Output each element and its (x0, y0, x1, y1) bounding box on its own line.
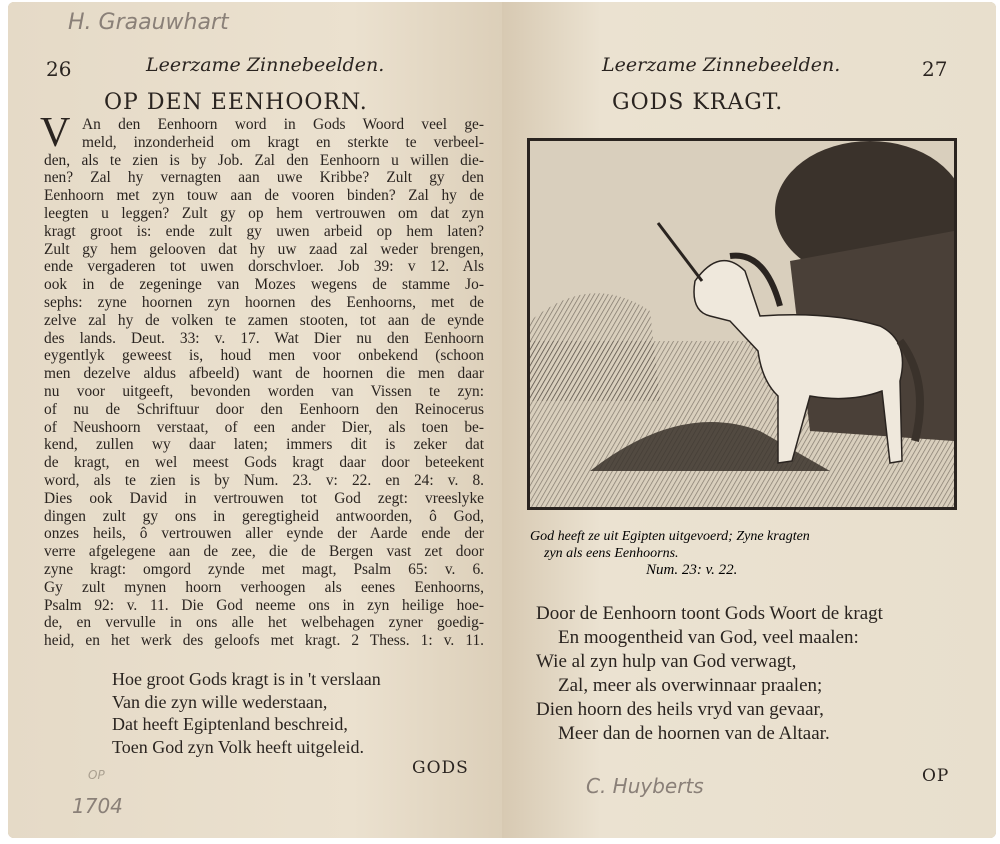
text-line: men dezelve aldus afbeeld) want de hoornen die men daar (44, 365, 484, 383)
text-line: kend, zullen wy daar laten; immers dit is zeker dat (44, 436, 484, 454)
text-line: word, als te zien is by Num. 23. v: 22. en 24: v. 8. (44, 471, 484, 489)
catchword: OP (922, 766, 950, 786)
verse (112, 668, 381, 758)
text-line: verre afgelegene aan de zee, die de Bergen vast zet door (44, 543, 484, 561)
chapter-title: GODS KRAGT. (612, 90, 784, 115)
chapter-title: OP DEN EENHOORN. (104, 90, 368, 115)
text-line: dingen zult gy ons in geregtigheid antwoorden, ô God, (44, 507, 484, 525)
caption-line: zyn als eens Eenhoorns. (544, 546, 679, 561)
unicorn-illustration-icon (530, 141, 954, 507)
text-line: heid, en het werk des geloofs met kragt. 2 Thess. 1: v. 11. (44, 632, 484, 650)
text-line: sephs: zyne hoornen zyn hoornen des Eenhoorns, met de (44, 293, 484, 311)
handwritten-year: 1704 (72, 794, 123, 818)
left-page (8, 2, 502, 838)
page-number: 27 (922, 57, 948, 81)
text-line: zyne kragt: omgord zynde met magt, Psalm 65: v. 6. (44, 560, 484, 578)
pencil-note: OP (88, 768, 105, 782)
text-line: den, als te zien is by Job. Zal den Eenhoorn u willen die- (44, 151, 484, 169)
text-line: nu voor uitgeeft, bevonden worden van Vissen te zyn: (44, 382, 484, 400)
text-line: ende vergaderen tot uwen dorschvloer. Job 39: v 12. Als (44, 258, 484, 276)
verse-line: Toen God zyn Volk heeft uitgeleid. (112, 736, 365, 757)
text-line: of nu de Schriftuur door den Eenhoorn den Reinocerus (44, 400, 484, 418)
illustration-caption (530, 528, 950, 579)
verse-line: Meer dan de hoornen van de Altaar. (558, 723, 830, 744)
text-line: of Neushoorn verstaat, of een ander Dier, als toen be- (44, 418, 484, 436)
page-number: 26 (46, 57, 72, 81)
verse-line: Dien hoorn des heils vryd van gevaar, (536, 699, 824, 720)
running-head: Leerzame Zinnebeelden. (146, 54, 385, 76)
text-line: des lands. Deut. 33: v. 17. Wat Dier nu den Eenhoorn (44, 329, 484, 347)
text-line: eygentlyk geweest is, houd men voor onbekend (schoon (44, 347, 484, 365)
text-line: ook in de zegeninge van Mozes wegens de stamme Jo- (44, 276, 484, 294)
prose-text (40, 110, 484, 650)
verse-line: Hoe groot Gods kragt is in 't verslaan (112, 669, 381, 689)
text-line: Dies ook David in vertrouwen tot God zegt: vreeslyke (44, 489, 484, 507)
text-line: de kragt, en wel meest Gods kragt daar door beteekent (44, 454, 484, 472)
verse-line: Door de Eenhoorn toont Gods Woort de kragt (536, 603, 883, 624)
caption-reference: Num. 23: v. 22. (646, 562, 738, 578)
verse-line: Van die zyn wille wederstaan, (112, 691, 328, 712)
handwritten-signature: C. Huyberts (586, 774, 704, 798)
text-line: Gy zult mynen hoorn verhoogen als eenes Eenhoorns, (44, 578, 484, 596)
drop-cap: V (40, 110, 71, 156)
verse-line: Wie al zyn hulp van God verwagt, (536, 651, 797, 672)
verse (536, 602, 883, 746)
running-head: Leerzame Zinnebeelden. (602, 54, 841, 76)
verse-line: Zal, meer als overwinnaar praalen; (558, 675, 823, 696)
text-line: meld, inzonderheid om kragt en sterkte te verbeel- (82, 133, 484, 151)
verse-line: En moogentheid van God, veel maalen: (558, 627, 859, 648)
caption-line: God heeft ze uit Egipten uitgevoerd; Zyne kragten (530, 529, 810, 544)
text-line: Zult gy hem gelooven dat hy uw zaad zal weder brengen, (44, 240, 484, 258)
text-line: An den Eenhoorn word in Gods Woord veel ge- (82, 116, 484, 133)
text-line: de, en vervulle in ons alle het welbehagen zyner goedig- (44, 614, 484, 632)
catchword: GODS (412, 758, 469, 778)
unicorn-engraving (527, 138, 957, 510)
verse-line: Dat heeft Egiptenland beschreid, (112, 714, 348, 735)
text-line: leegten u leggen? Zult gy op hem vertrouwen om dat zyn (44, 204, 484, 222)
text-line: kragt groot is: ende zult gy uwen arbeid op hem laten? (44, 222, 484, 240)
handwritten-owner: H. Graauwhart (68, 10, 229, 35)
text-line: Psalm 92: v. 11. Die God neeme ons in zyn heilige hoe- (44, 596, 484, 614)
text-line: zelve zal hy de volken te zamen stooten, tot aan de eynde (44, 311, 484, 329)
text-line: Eenhoorn met zyn touw aan de vooren binden? Zal hy de (44, 187, 484, 205)
text-line: onzes heils, ô vertrouwen aller eynde der Aarde ende der (44, 525, 484, 543)
text-line: nen? Zal hy vernagten aan uwe Kribbe? Zult gy den (44, 169, 484, 187)
